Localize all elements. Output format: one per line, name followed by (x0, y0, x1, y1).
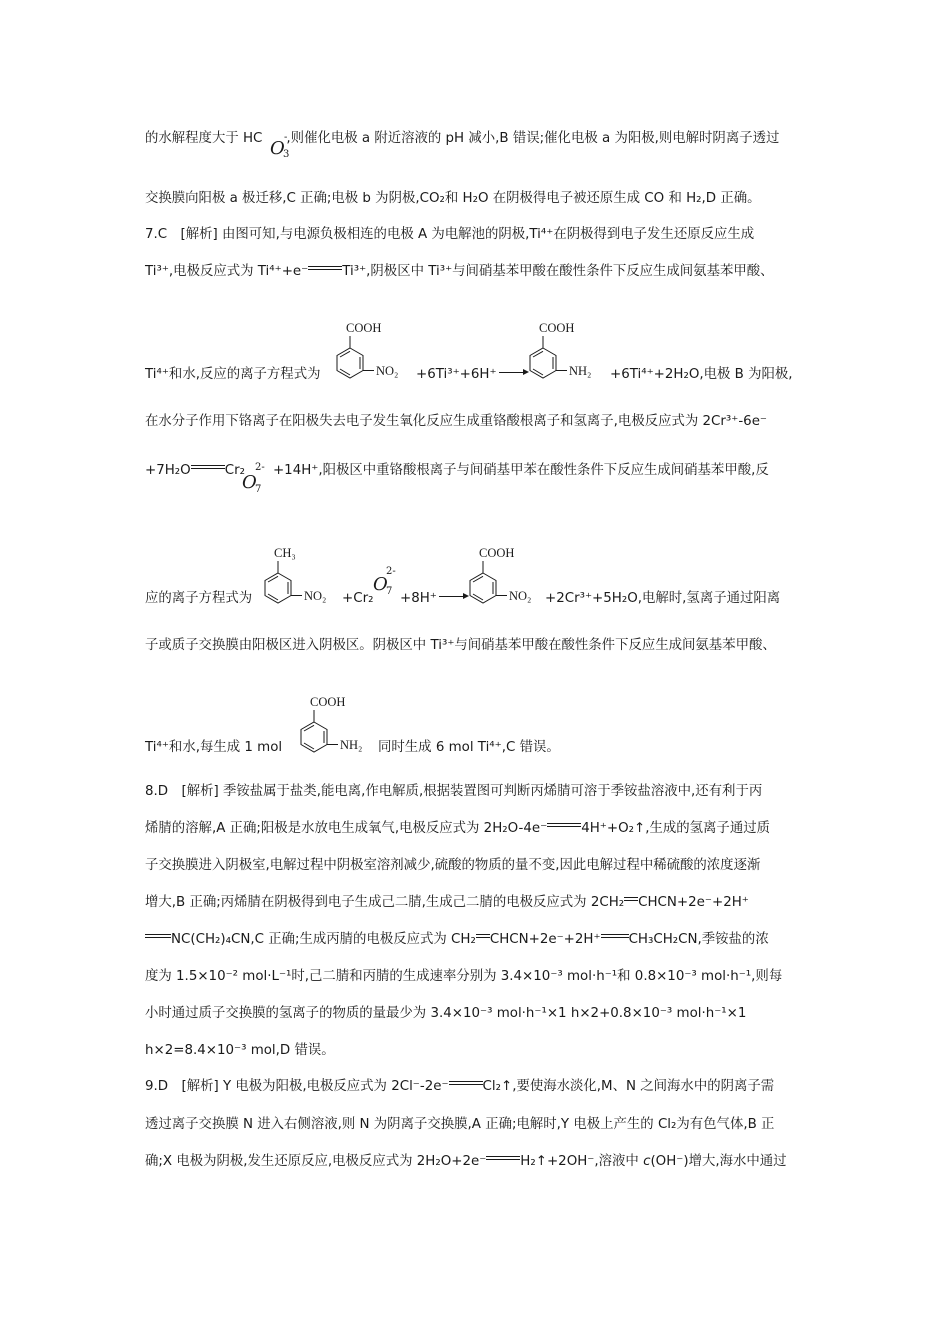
text-segment: 烯腈的溶解,A 正确;阳极是水放电生成氧气,电极反应式为 2H₂O-4e⁻ (145, 821, 548, 836)
cooh-label: COOH (346, 321, 382, 335)
nh2-label: NH₂ (340, 738, 363, 752)
equals-sign-double-line (191, 465, 225, 471)
text-segment: Ti⁴⁺和水,反应的离子方程式为 (145, 367, 321, 382)
text-segment: CHCN+2e⁻+2H⁺ (638, 895, 749, 910)
text-segment: h×2=8.4×10⁻³ mol,D 错误。 (145, 1043, 335, 1058)
text-line-13 (145, 857, 760, 875)
text-segment: 的水解程度大于 HC (145, 131, 263, 146)
text-segment: 子交换膜进入阴极室,电解过程中阴极室溶剂减少,硫酸的物质的量不变,因此电解过程中稀硫酸的浓度逐渐 (145, 858, 761, 873)
text-line-8c (400, 590, 469, 608)
ch3-label: CH₃ (274, 546, 296, 560)
subscript-7: 7 (386, 586, 393, 597)
equals-sign-double-line (547, 823, 581, 829)
text-line-14 (145, 894, 749, 912)
no2-label: NO₂ (304, 589, 327, 603)
text-line-7 (145, 462, 769, 480)
oxygen-symbol: O (242, 472, 257, 493)
text-segment: +Cr₂ (342, 591, 374, 606)
text-segment: 透过离子交换膜 N 进入右侧溶液,则 N 为阴离子交换膜,A 正确;电解时,Y 电极上产生的 Cl₂为有色气体,B 正 (145, 1117, 775, 1132)
text-line-10 (145, 739, 282, 757)
text-line-16 (145, 968, 782, 986)
text-segment: 同时生成 6 mol Ti⁴⁺,C 错误。 (378, 740, 560, 755)
superscript-2minus: 2- (255, 462, 265, 473)
text-line-1 (145, 130, 779, 148)
text-line-5 (145, 366, 320, 384)
text-segment: +8H⁺ (400, 591, 437, 606)
text-line-10b (378, 739, 560, 757)
text-segment: 应的离子方程式为 (145, 591, 253, 606)
text-segment: 交换膜向阳极 a 极迁移,C 正确;电极 b 为阴极,CO₂和 H₂O 在阴极得电子被还原生成 CO 和 H₂,D 正确。 (145, 191, 761, 206)
text-segment: 子或质子交换膜由阳极区进入阴极区。阴极区中 Ti³⁺与间硝基苯甲酸在酸性条件下反应生成间氨基苯甲酸、 (145, 638, 776, 653)
m-nitrobenzoic-acid-product-structure (463, 545, 553, 619)
text-segment: +7H₂O (145, 463, 191, 478)
cooh-label: COOH (479, 546, 515, 560)
text-segment: CH₃CH₂CN,季铵盐的浓 (628, 932, 769, 947)
cooh-label: COOH (310, 695, 346, 709)
text-line-17 (145, 1005, 746, 1023)
text-segment: 9.D [解析] Y 电极为阳极,电极反应式为 2Cl⁻-2e⁻ (145, 1079, 449, 1094)
text-line-11 (145, 783, 762, 801)
text-line-8d (545, 590, 780, 608)
equals-sign-double-line (486, 1156, 520, 1162)
superscript-minus: - (284, 132, 288, 143)
text-line-3 (145, 226, 754, 244)
text-segment: 在水分子作用下铬离子在阳极失去电子发生氧化反应生成重铬酸根离子和氢离子,电极反应式为 2Cr³⁺-6e⁻ (145, 414, 767, 429)
text-segment: NC(CH₂)₄CN,C 正确;生成丙腈的电极反应式为 CH₂ (171, 932, 476, 947)
text-segment: +14H⁺,阳极区中重铬酸根离子与间硝基甲苯在酸性条件下反应生成间硝基苯甲酸,反 (272, 463, 769, 478)
equals-sign-double-line (308, 266, 342, 272)
text-segment: Ti³⁺,电极反应式为 Ti⁴⁺+e⁻ (145, 264, 309, 279)
cooh-label: COOH (539, 321, 575, 335)
equals-sign-double-line (449, 1081, 483, 1087)
text-segment: CHCN+2e⁻+2H⁺ (489, 932, 601, 947)
reaction-arrow (439, 593, 469, 599)
oxygen-symbol: O (270, 138, 285, 159)
text-segment: Ti⁴⁺和水,每生成 1 mol (145, 740, 283, 755)
equals-sign-double-line (601, 934, 629, 940)
text-segment: 确;X 电极为阴极,发生还原反应,电极反应式为 2H₂O+2e⁻ (145, 1154, 487, 1169)
text-segment: 7.C [解析] 由图可知,与电源负极相连的电极 A 为电解池的阴极,Ti⁴⁺在阴极得到电子发生还原反应生成 (145, 227, 755, 242)
text-line-8b (342, 590, 373, 608)
m-nitrotoluene-structure (258, 545, 348, 619)
text-segment: 小时通过质子交换膜的氢离子的物质的量最少为 3.4×10⁻³ mol·h⁻¹×1 h×2+0.8×10⁻³ mol·h⁻¹×1 (145, 1006, 747, 1021)
superscript-2minus: 2- (386, 566, 396, 577)
text-line-6 (145, 413, 767, 431)
text-line-9 (145, 637, 776, 655)
equals-sign-double-line (145, 934, 171, 940)
dichromate-anion-fraction (242, 462, 268, 496)
text-segment: Ti³⁺,阴极区中 Ti³⁺与间硝基苯甲酸在酸性条件下反应生成间氨基苯甲酸、 (342, 264, 774, 279)
text-line-5b (416, 366, 529, 384)
text-segment: +2Cr³⁺+5H₂O,电解时,氢离子通过阳离 (545, 591, 781, 606)
text-segment: ,则催化电极 a 附近溶液的 pH 减小,B 错误;催化电极 a 为阳极,则电解时阴离子透过 (286, 131, 780, 146)
text-line-2 (145, 190, 761, 208)
text-segment: +6Ti⁴⁺+2H₂O,电极 B 为阳极, (610, 367, 793, 382)
text-line-18 (145, 1042, 335, 1060)
text-segment: 8.D [解析] 季铵盐属于盐类,能电离,作电解质,根据装置图可判断丙烯腈可溶于季铵盐溶液中,还有利于丙 (145, 784, 763, 799)
m-nitrobenzoic-acid-structure (330, 318, 420, 392)
oxygen-symbol: O (373, 574, 388, 595)
double-bond-line (476, 934, 490, 940)
text-segment: (OH⁻)增大,海水中通过 (650, 1154, 787, 1169)
text-line-5c (610, 366, 793, 384)
text-segment: +6Ti³⁺+6H⁺ (416, 367, 497, 382)
concentration-symbol: c (643, 1154, 651, 1169)
dichromate-anion-fraction-2 (373, 566, 399, 606)
subscript-3: 3 (283, 149, 290, 160)
m-aminobenzoic-acid-structure (523, 318, 613, 392)
text-line-21 (145, 1153, 787, 1171)
double-bond-line (624, 897, 638, 903)
text-segment: Cr₂ (224, 463, 245, 478)
text-line-20 (145, 1116, 774, 1134)
text-line-15 (145, 931, 769, 949)
reaction-arrow (499, 369, 529, 375)
text-line-12 (145, 820, 770, 838)
no2-label: NO₂ (509, 589, 532, 603)
subscript-7: 7 (255, 484, 262, 495)
no2-label: NO₂ (376, 364, 399, 378)
text-line-8 (145, 590, 252, 608)
text-segment: 4H⁺+O₂↑,生成的氢离子通过质 (581, 821, 770, 836)
text-line-4 (145, 263, 774, 281)
text-line-19 (145, 1078, 774, 1096)
text-segment: 增大,B 正确;丙烯腈在阴极得到电子生成己二腈,生成己二腈的电极反应式为 2CH₂ (145, 895, 625, 910)
m-aminobenzoic-acid-structure-2 (294, 692, 384, 766)
text-segment: H₂↑+2OH⁻,溶液中 (520, 1154, 644, 1169)
hco3-anion-fraction (270, 132, 292, 162)
nh2-label: NH₂ (569, 364, 592, 378)
text-segment: Cl₂↑,要使海水淡化,M、N 之间海水中的阴离子需 (482, 1079, 775, 1094)
text-segment: 度为 1.5×10⁻² mol·L⁻¹时,己二腈和丙腈的生成速率分别为 3.4×10⁻³ mol·h⁻¹和 0.8×10⁻³ mol·h⁻¹,则每 (145, 969, 783, 984)
